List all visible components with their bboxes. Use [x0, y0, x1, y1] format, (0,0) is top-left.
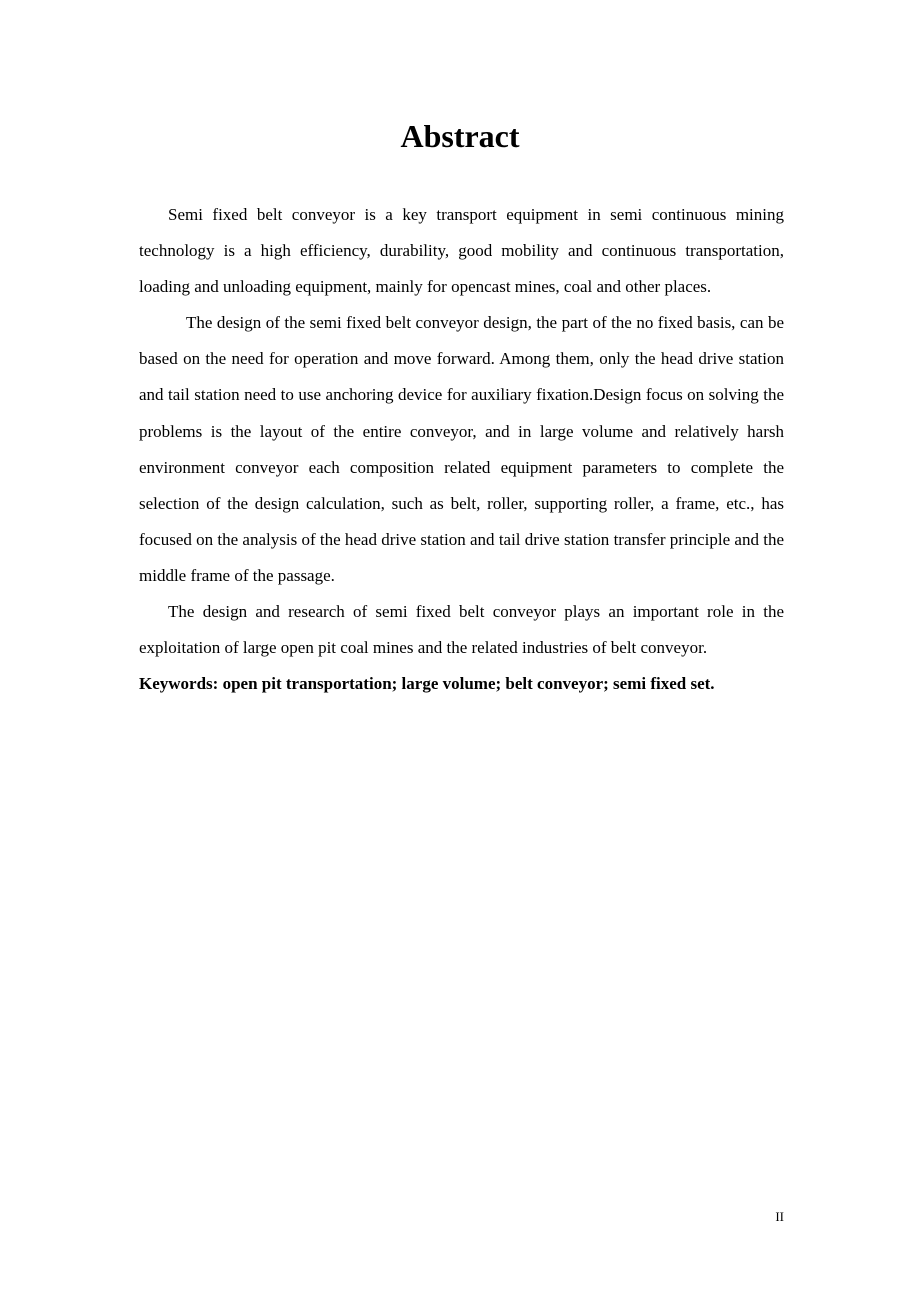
- keywords-line: Keywords: open pit transportation; large volume; belt conveyor; semi fixed set.: [139, 674, 715, 694]
- abstract-paragraph-1: Semi fixed belt conveyor is a key transport equipment in semi continuous mining technology is a high efficiency, durability, good mobility and continuous transportation, loading and unloading equipment, mainly for opencast mines, coal and other places.: [139, 205, 784, 297]
- page-number: II: [775, 1209, 784, 1224]
- abstract-body: [139, 197, 784, 702]
- abstract-paragraph-2: The design of the semi fixed belt conveyor design, the part of the no fixed basis, can be based on the need for operation and move forward. Among them, only the head drive station and tail station need to use anchoring device for auxiliary fixation.Design focus on solving the problems is the layout of the entire conveyor, and in large volume and relatively harsh environment conveyor each composition related equipment parameters to complete the selection of the design calculation, such as belt, roller, supporting roller, a frame, etc., has focused on the analysis of the head drive station and tail drive station transfer principle and the middle frame of the passage.: [139, 313, 784, 585]
- abstract-paragraph-3: The design and research of semi fixed belt conveyor plays an important role in the exploitation of large open pit coal mines and the related industries of belt conveyor.: [139, 602, 784, 658]
- page-title: Abstract: [400, 118, 520, 154]
